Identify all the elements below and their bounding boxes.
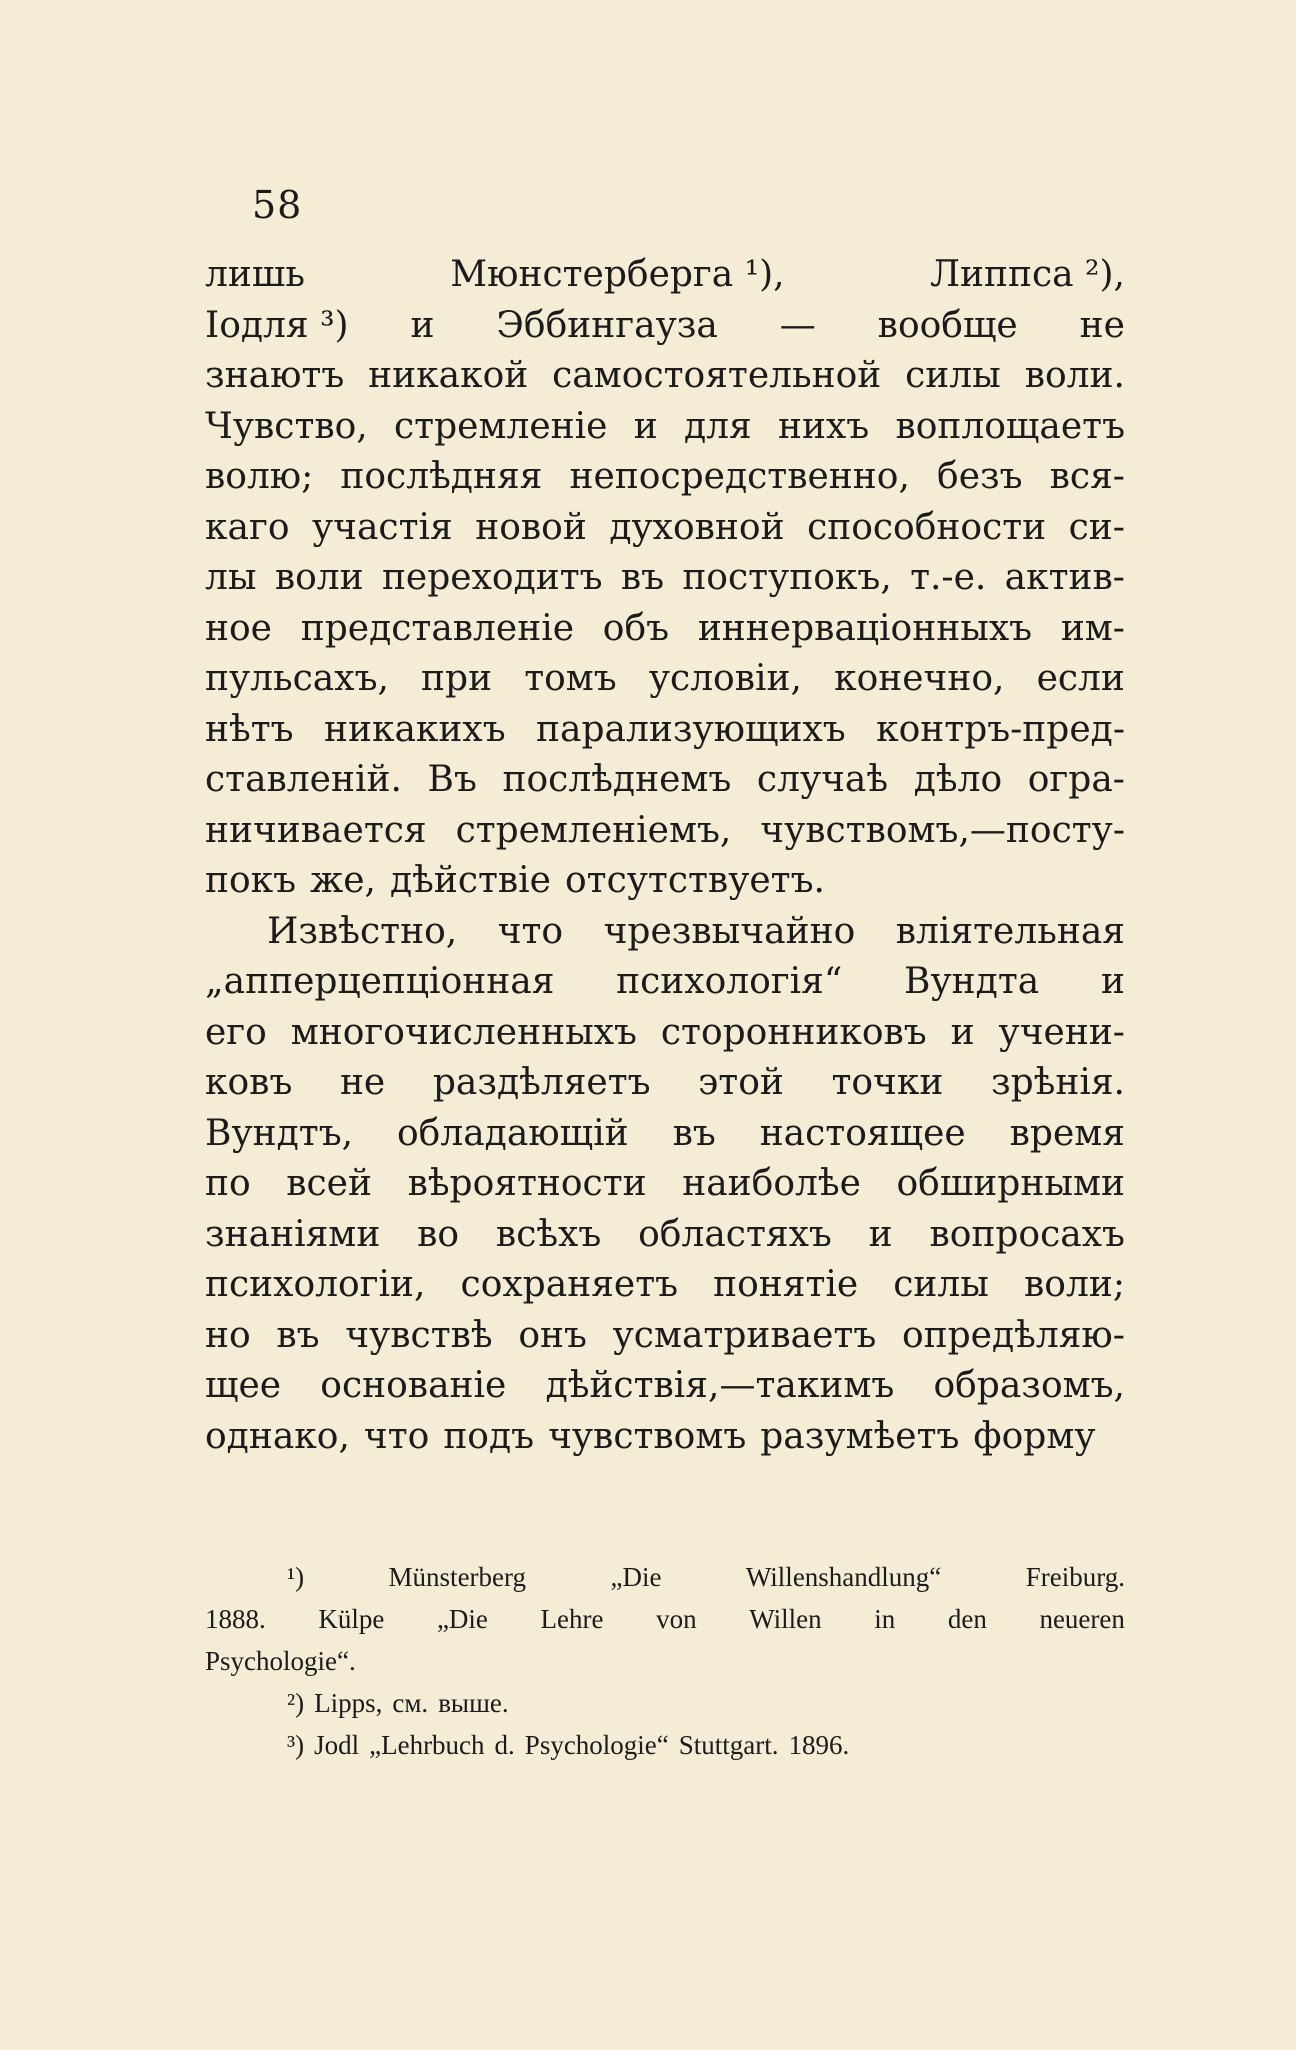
text-line [205, 402, 1125, 453]
word: чувствомъ,—посту- [760, 809, 1125, 851]
word: огра- [1027, 759, 1125, 800]
word: основаніе [320, 1365, 507, 1406]
word: никакой [368, 355, 529, 396]
word: дѣйствіе [389, 860, 551, 901]
word: областяхъ [638, 1213, 832, 1255]
word: поступокъ, [682, 557, 892, 598]
word: непосредственно, [569, 456, 910, 497]
text-line [205, 452, 1125, 503]
word: покъ [205, 860, 297, 901]
word: каго [205, 506, 290, 548]
text-line [205, 1361, 1125, 1412]
text-line [205, 1210, 1125, 1261]
footnote-line [205, 1640, 1125, 1682]
footnote-word: Psychologie“ [524, 1730, 669, 1760]
word: однако, [205, 1415, 350, 1457]
word: но [205, 1314, 251, 1356]
word: — [779, 304, 816, 346]
word: парализующихъ [536, 708, 846, 750]
word: наиболѣе [682, 1163, 861, 1204]
word: въ [672, 1112, 716, 1154]
word: ставленій. [205, 759, 402, 800]
word: воли [274, 557, 364, 598]
footnote-line [205, 1598, 1125, 1640]
word: Вундта [904, 961, 1040, 1002]
word: же, [310, 860, 376, 901]
word: знаніями [205, 1213, 381, 1255]
word: конечно, [834, 658, 1005, 699]
footnote-word: neueren [1039, 1604, 1125, 1634]
text-line [205, 301, 1125, 352]
word: „апперцепціонная [205, 961, 555, 1002]
word: безъ [937, 456, 1023, 497]
word: Вундтъ, [205, 1112, 354, 1154]
word: воли; [1024, 1264, 1125, 1305]
word: Мюнстерберга ¹), [450, 254, 785, 295]
word: силы [905, 355, 1001, 396]
word: Липпса ²), [929, 254, 1125, 295]
text-line [205, 1159, 1125, 1210]
word: и [1100, 961, 1125, 1002]
footnote-word: ²) [287, 1688, 305, 1718]
word: и [410, 304, 435, 346]
word: вопросахъ [929, 1213, 1125, 1255]
footnote-word: Willenshandlung“ [745, 1562, 942, 1592]
page-number: 58 [252, 183, 303, 227]
word: щее [205, 1365, 282, 1406]
word: дѣйствія,—такимъ [545, 1365, 895, 1406]
word: контръ-пред- [876, 708, 1125, 750]
text-line [205, 654, 1125, 705]
word: сторонниковъ [660, 1011, 927, 1053]
word: разумѣетъ [760, 1415, 960, 1457]
footnote-word: „Die [436, 1604, 488, 1634]
word: им- [1060, 607, 1125, 649]
word: волю; [205, 456, 314, 497]
word: чувствомъ [548, 1415, 747, 1457]
word: усматриваетъ [612, 1314, 877, 1356]
word: объ [602, 607, 670, 649]
text-line [205, 856, 1125, 907]
word: въ [620, 557, 665, 598]
word: участія [311, 506, 453, 548]
word: актив- [1004, 557, 1125, 598]
word: онъ [518, 1314, 587, 1356]
word: понятіе [713, 1264, 859, 1305]
word: чрезвычайно [603, 910, 856, 952]
footnote-word: Psychologie“. [205, 1646, 356, 1676]
word: пульсахъ, [205, 658, 389, 699]
word: воплощаетъ [895, 405, 1125, 447]
footnote-word: Freiburg. [1025, 1562, 1125, 1592]
word: новой [475, 506, 587, 548]
word: если [1036, 658, 1125, 699]
footnote-line [205, 1724, 1125, 1766]
word: не [1079, 304, 1125, 346]
word: форму [973, 1415, 1096, 1457]
word: вообще [877, 304, 1018, 346]
text-line [205, 503, 1125, 554]
footnote-word: in [874, 1604, 896, 1634]
word: и [633, 405, 658, 447]
word: представленіе [300, 607, 575, 649]
text-line [205, 351, 1125, 402]
footnote-word: Münsterberg [388, 1562, 527, 1592]
word: никакихъ [323, 708, 506, 750]
body-text [205, 250, 1125, 1462]
word: во [417, 1213, 460, 1255]
word: вся- [1049, 456, 1125, 497]
footnote-word: Külpe [318, 1604, 385, 1634]
word: для [683, 405, 752, 447]
word: настоящее [759, 1112, 966, 1154]
footnote-word: „Die [610, 1562, 662, 1592]
word: вліятельная [895, 910, 1125, 952]
word: въ [276, 1314, 320, 1356]
word: многочисленныхъ [290, 1011, 637, 1053]
word: по [205, 1163, 251, 1204]
word: стремленіе [394, 405, 608, 447]
footnote-word: Lehre [540, 1604, 604, 1634]
word: время [1009, 1112, 1125, 1154]
text-line [205, 755, 1125, 806]
word: обширными [896, 1163, 1125, 1204]
text-line [205, 604, 1125, 655]
word: самостоятельной [552, 355, 882, 396]
footnote-word: см. [392, 1688, 429, 1718]
word: ничивается [205, 809, 427, 851]
footnote-word: „Lehrbuch [369, 1730, 485, 1760]
text-line [205, 1260, 1125, 1311]
word: зрѣнія. [990, 1062, 1125, 1103]
word: послѣдняя [340, 456, 543, 497]
footnote-word: Lipps, [314, 1688, 383, 1718]
word: томъ [524, 658, 617, 699]
text-line [205, 957, 1125, 1008]
word: психологіи, [205, 1264, 426, 1305]
word: при [421, 658, 493, 699]
word: его [205, 1011, 267, 1053]
word: этой [698, 1062, 784, 1103]
word: случаѣ [756, 759, 889, 800]
word: чувствѣ [345, 1314, 493, 1356]
footnote-word: 1896. [788, 1730, 850, 1760]
word: сохраняетъ [460, 1264, 679, 1305]
word: всѣхъ [495, 1213, 602, 1255]
word: нихъ [777, 405, 870, 447]
word: точки [831, 1062, 944, 1103]
word: переходитъ [381, 557, 603, 598]
text-line [205, 1008, 1125, 1059]
footnote-word: ¹) [287, 1562, 305, 1592]
footnote-word: выше. [438, 1688, 509, 1718]
footnote-word: 1888. [205, 1604, 266, 1634]
text-line [205, 1412, 1125, 1463]
word: психологія“ [616, 961, 843, 1002]
word: условіи, [648, 658, 802, 699]
word: не [339, 1062, 386, 1103]
text-line [205, 705, 1125, 756]
footnote-word: von [656, 1604, 697, 1634]
text-line [205, 806, 1125, 857]
word: вѣроятности [407, 1163, 647, 1204]
word: си- [1068, 506, 1125, 548]
footnote-line [205, 1682, 1125, 1724]
text-line [205, 553, 1125, 604]
word: стремленіемъ, [455, 809, 732, 851]
word: что [497, 910, 564, 952]
word: послѣднемъ [502, 759, 732, 800]
word: лы [205, 557, 257, 598]
footnote-line [205, 1556, 1125, 1598]
text-line [205, 1311, 1125, 1362]
word: воли. [1024, 355, 1125, 396]
word: лишь [205, 254, 305, 295]
word: учени- [998, 1011, 1125, 1053]
footnote-word: d. [494, 1730, 515, 1760]
word: обладающій [397, 1112, 629, 1154]
word: и [868, 1213, 893, 1255]
word: опредѣляю- [901, 1314, 1125, 1356]
word: образомъ, [933, 1365, 1125, 1406]
word: т.-е. [910, 557, 987, 598]
word: подъ [443, 1415, 535, 1457]
word: Чувство, [205, 405, 368, 447]
word: нѣтъ [205, 708, 294, 750]
word: отсутствуетъ. [565, 860, 825, 901]
footnote-word: ³) [287, 1730, 305, 1760]
word: Извѣстно, [267, 910, 458, 952]
word: Въ [427, 759, 477, 800]
word: ное [205, 607, 272, 649]
footnotes [205, 1556, 1125, 1766]
word: что [363, 1415, 430, 1457]
word: и [950, 1011, 975, 1053]
footnote-word: Jodl [314, 1730, 360, 1760]
word: силы [893, 1264, 989, 1305]
text-line [205, 250, 1125, 301]
word: духовной [609, 506, 785, 548]
text-line [205, 907, 1125, 958]
word: ковъ [205, 1062, 293, 1103]
word: дѣло [913, 759, 1003, 800]
text-line [205, 1058, 1125, 1109]
word: Эббингауза [496, 304, 718, 346]
word: раздѣляетъ [432, 1062, 651, 1103]
footnote-word: Stuttgart. [678, 1730, 779, 1760]
footnote-word: Willen [749, 1604, 822, 1634]
word: всей [286, 1163, 372, 1204]
word: знаютъ [205, 355, 345, 396]
word: иннерваціонныхъ [697, 607, 1033, 649]
footnote-word: den [947, 1604, 987, 1634]
word: Іодля ³) [205, 304, 349, 346]
word: способности [807, 506, 1047, 548]
text-line [205, 1109, 1125, 1160]
